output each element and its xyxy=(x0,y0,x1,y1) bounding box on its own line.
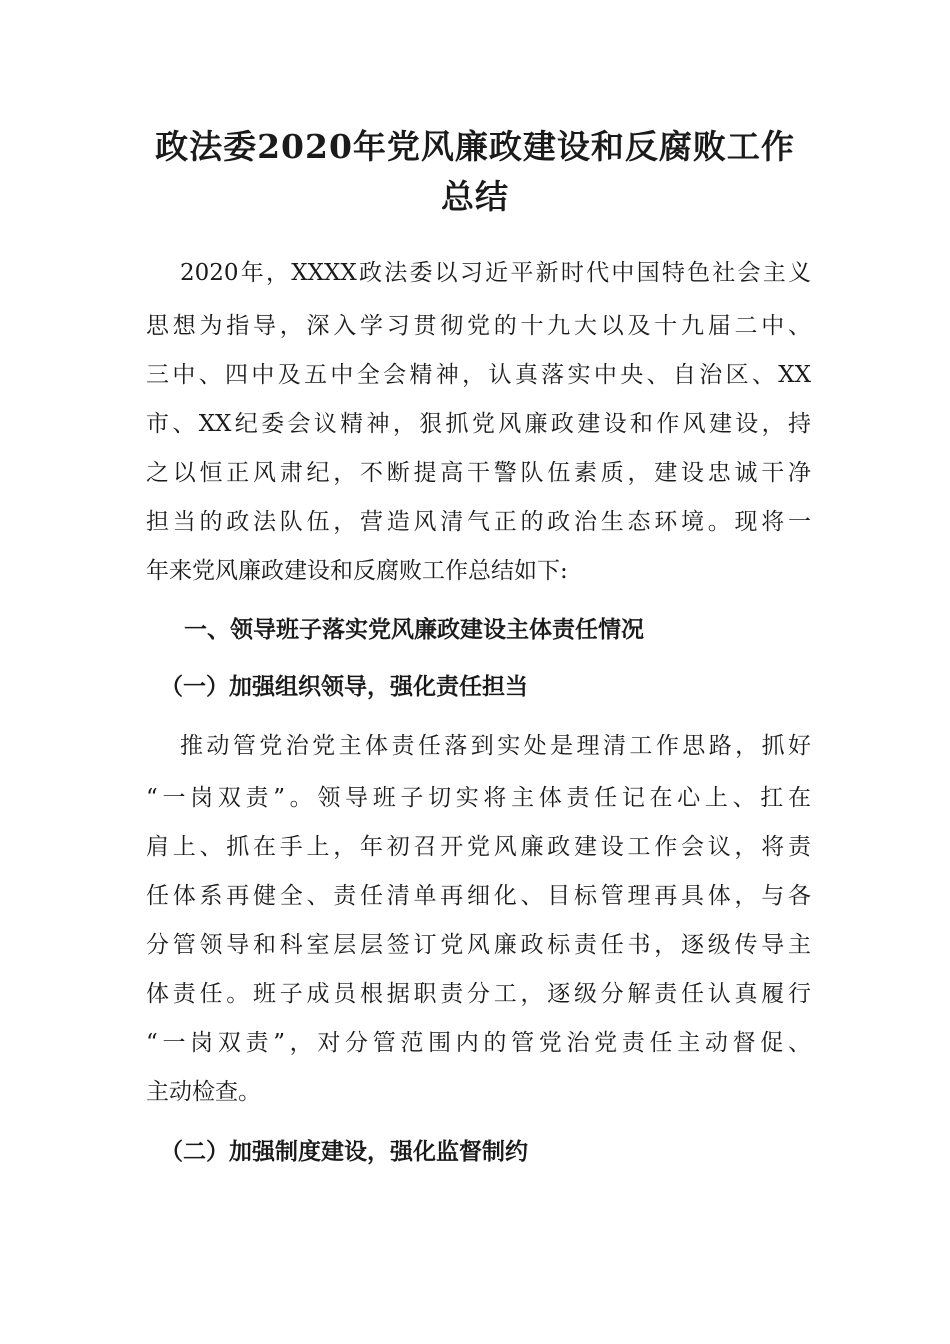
body-line-8: 主动检查。 xyxy=(146,1079,261,1105)
body-line-1: 推动管党治党主体责任落到实处是理清工作思路，抓好 xyxy=(180,733,811,759)
intro-line-4: 市、XX纪委会议精神，狠抓党风廉政建设和作风建设，持 xyxy=(146,411,811,437)
body-line-5: 分管领导和科室层层签订党风廉政标责任书，逐级传导主 xyxy=(146,932,811,958)
intro-line-2: 思想为指导，深入学习贯彻党的十九大以及十九届二中、 xyxy=(146,313,811,339)
title-line-2: 总结 xyxy=(441,177,509,216)
intro-line-6: 担当的政法队伍，营造风清气正的政治生态环境。现将一 xyxy=(146,509,811,535)
intro-line-5: 之以恒正风肃纪，不断提高干警队伍素质，建设忠诚干净 xyxy=(146,460,811,486)
intro-line-7: 年来党风廉政建设和反腐败工作总结如下: xyxy=(146,558,568,584)
document-title xyxy=(100,122,850,222)
subsection-heading-2: （二）加强制度建设，强化监督制约 xyxy=(160,1138,528,1165)
section-heading: 一、领导班子落实党风廉政建设主体责任情况 xyxy=(184,616,644,643)
title-line-1: 政法委2020年党风廉政建设和反腐败工作 xyxy=(155,127,795,166)
body-line-4: 任体系再健全、责任清单再细化、目标管理再具体，与各 xyxy=(146,883,811,909)
subsection-heading-1: （一）加强组织领导，强化责任担当 xyxy=(160,673,528,700)
body-line-2: “一岗双责”。领导班子切实将主体责任记在心上、扛在 xyxy=(146,785,811,811)
intro-line-1: 2020年，XXXX政法委以习近平新时代中国特色社会主义 xyxy=(180,260,811,286)
body-line-6: 体责任。班子成员根据职责分工，逐级分解责任认真履行 xyxy=(146,981,811,1007)
body-line-3: 肩上、抓在手上，年初召开党风廉政建设工作会议，将责 xyxy=(146,834,811,860)
intro-line-3: 三中、四中及五中全会精神，认真落实中央、自治区、XX xyxy=(146,362,811,388)
body-line-7: “一岗双责”，对分管范围内的管党治党责任主动督促、 xyxy=(146,1030,811,1056)
